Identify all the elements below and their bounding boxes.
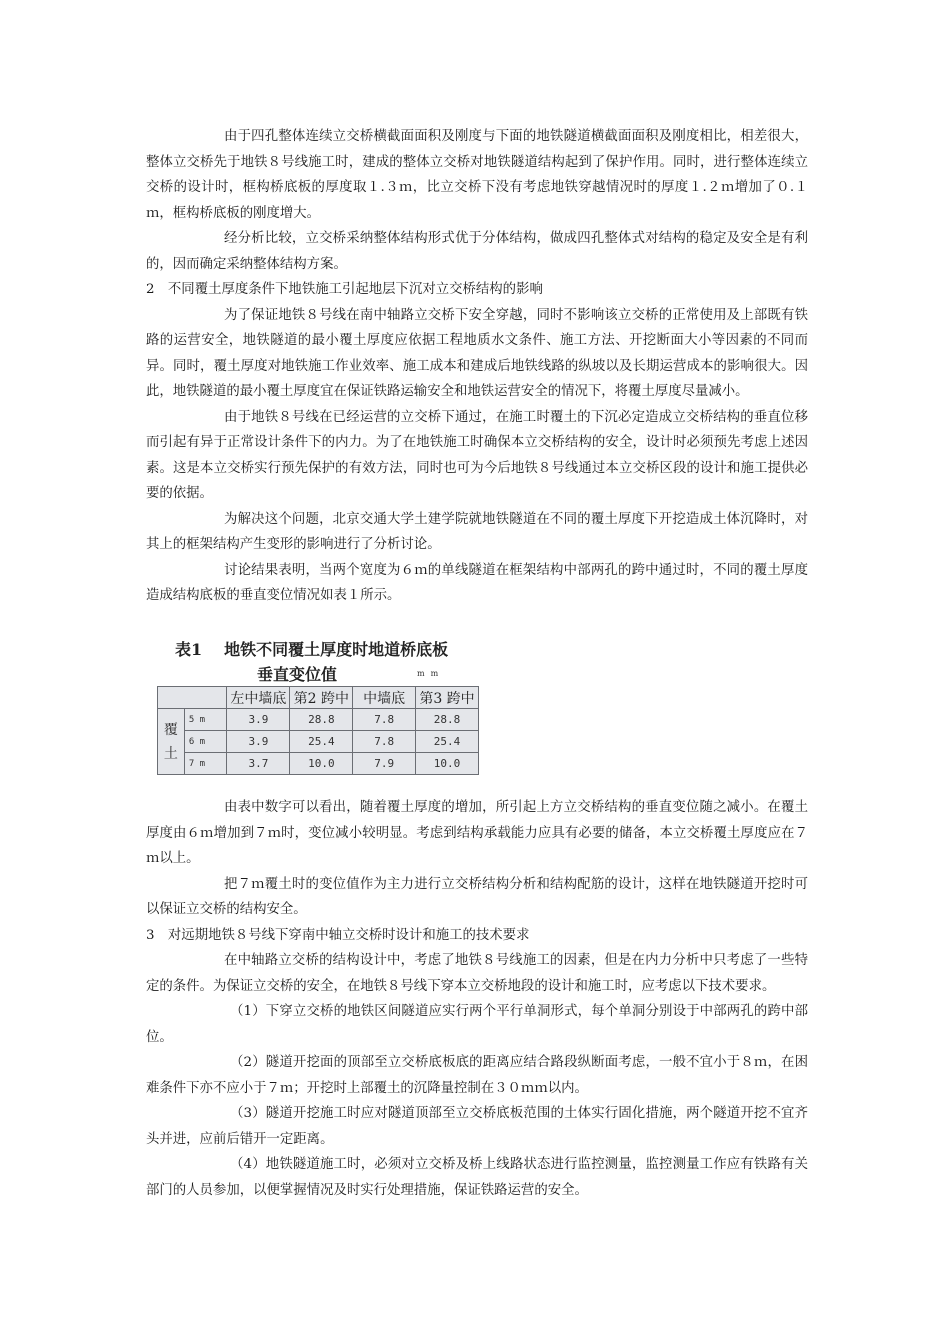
list-item: （4）地铁隧道施工时，必须对立交桥及桥上线路状态进行监控测量，监控测量工作应有铁路有关部门的人员参加，以便掌握情况及时实行处理措施，保证铁路运营的安全。: [146, 1157, 808, 1198]
table-row-label: 6 m: [184, 731, 227, 753]
table-cell: 25.4: [416, 731, 479, 753]
table-unit: mm: [417, 669, 445, 678]
paragraph: 为解决这个问题，北京交通大学土建学院就地铁隧道在不同的覆土厚度下开挖造成土体沉降时，对其上的框架结构产生变形的影响进行了分析讨论。: [146, 511, 808, 552]
table-row: [158, 709, 479, 731]
table-cell: 28.8: [416, 709, 479, 731]
paragraph: 经分析比较，立交桥采纳整体结构形式优于分体结构，做成四孔整体式对结构的稳定及安全是有利的，因而确定采纳整体结构方案。: [146, 231, 808, 272]
table-cell: 7.8: [353, 709, 416, 731]
table-header-cell: 中墙底: [353, 687, 416, 709]
table-number: 表1: [175, 640, 203, 659]
table-header-cell: 第2 跨中: [290, 687, 353, 709]
table-cell: 3.9: [227, 731, 290, 753]
section-heading: 2 不同覆土厚度条件下地铁施工引起地层下沉对立交桥结构的影响: [146, 282, 543, 297]
displacement-table: [157, 686, 479, 775]
bottom-section: [146, 795, 808, 1203]
table-row: [158, 731, 479, 753]
table-corner-cell: [158, 687, 227, 709]
table-cell: 3.9: [227, 709, 290, 731]
table-cell: 10.0: [290, 753, 353, 775]
table-cell: 3.7: [227, 753, 290, 775]
paragraph: 由表中数字可以看出，随着覆土厚度的增加，所引起上方立交桥结构的垂直变位随之减小。在覆土厚度由６ｍ增加到７ｍ时，变位减小较明显。考虑到结构承载能力应具有必要的储备，本立交桥覆土厚度应在７ｍ以上。: [146, 800, 808, 866]
table-cell: 28.8: [290, 709, 353, 731]
paragraph: 由于地铁８号线在已经运营的立交桥下通过，在施工时覆土的下沉必定造成立交桥结构的垂直位移而引起有异于正常设计条件下的内力。为了在地铁施工时确保本立交桥结构的安全，设计时必须预先考虑上述因素。这是本立交桥实行预先保护的有效方法，同时也可为今后地铁８号线通过本立交桥区段的设计和施工提供必要的依据。: [146, 409, 808, 501]
paragraph: 把７ｍ覆土时的变位值作为主力进行立交桥结构分析和结构配筋的设计，这样在地铁隧道开挖时可以保证立交桥的结构安全。: [146, 876, 808, 917]
list-item: （1）下穿立交桥的地铁区间隧道应实行两个平行单洞形式，每个单洞分别设于中部两孔的跨中部位。: [146, 1004, 808, 1045]
table-title-line2: 垂直变位值: [257, 665, 338, 684]
paragraph: 为了保证地铁８号线在南中轴路立交桥下安全穿越，同时不影响该立交桥的正常使用及上部既有铁路的运营安全，地铁隧道的最小覆土厚度应依据工程地质水文条件、施工方法、开挖断面大小等因素的不同而异。同时，覆土厚度对地铁施工作业效率、施工成本和建成后地铁线路的纵坡以及长期运营成本的影响很大。因此，地铁隧道的最小覆土厚度宜在保证铁路运输安全和地铁运营安全的情况下，将覆土厚度尽量减小。: [146, 307, 808, 399]
table-row-label: 7 m: [184, 753, 227, 775]
section-heading: 3 对远期地铁８号线下穿南中轴立交桥时设计和施工的技术要求: [146, 927, 530, 943]
list-item: （2）隧道开挖面的顶部至立交桥底板底的距离应结合路段纵断面考虑，一般不宜小于８ｍ，在困难条件下亦不应小于７ｍ；开挖时上部覆土的沉降量控制在３０ｍｍ以内。: [146, 1055, 808, 1096]
table-row: [158, 753, 479, 775]
table-side-label: 覆 土: [158, 709, 185, 775]
list-item: （3）隧道开挖施工时应对隧道顶部至立交桥底板范围的土体实行固化措施，两个隧道开挖不宜齐头并进，应前后错开一定距离。: [146, 1106, 808, 1147]
table-header-cell: 第3 跨中: [416, 687, 479, 709]
table-cell: 7.8: [353, 731, 416, 753]
table-caption: [175, 637, 448, 660]
table-row-label: 5 m: [184, 709, 227, 731]
table-title: 地铁不同覆土厚度时地道桥底板: [224, 640, 449, 659]
table-figure: [157, 632, 479, 778]
paragraph: 讨论结果表明，当两个宽度为６ｍ的单线隧道在框架结构中部两孔的跨中通过时，不同的覆土厚度造成结构底板的垂直变位情况如表１所示。: [146, 562, 808, 603]
paragraph: 由于四孔整体连续立交桥横截面面积及刚度与下面的地铁隧道横截面面积及刚度相比，相差很大，整体立交桥先于地铁８号线施工时，建成的整体立交桥对地铁隧道结构起到了保护作用。同时，进行整体连续立交桥的设计时，框构桥底板的厚度取１.３ｍ，比立交桥下没有考虑地铁穿越情况时的厚度１.２ｍ增加了０.１ｍ，框构桥底板的刚度增大。: [146, 129, 808, 221]
table-header-row: [158, 687, 479, 709]
table-cell: 25.4: [290, 731, 353, 753]
table-cell: 10.0: [416, 753, 479, 775]
paragraph: 在中轴路立交桥的结构设计中，考虑了地铁８号线施工的因素，但是在内力分析中只考虑了一些特定的条件。为保证立交桥的安全，在地铁８号线下穿本立交桥地段的设计和施工时，应考虑以下技术要求。: [146, 953, 808, 994]
table-cell: 7.9: [353, 753, 416, 775]
table-header-cell: 左中墙底: [227, 687, 290, 709]
top-section: [146, 124, 808, 609]
